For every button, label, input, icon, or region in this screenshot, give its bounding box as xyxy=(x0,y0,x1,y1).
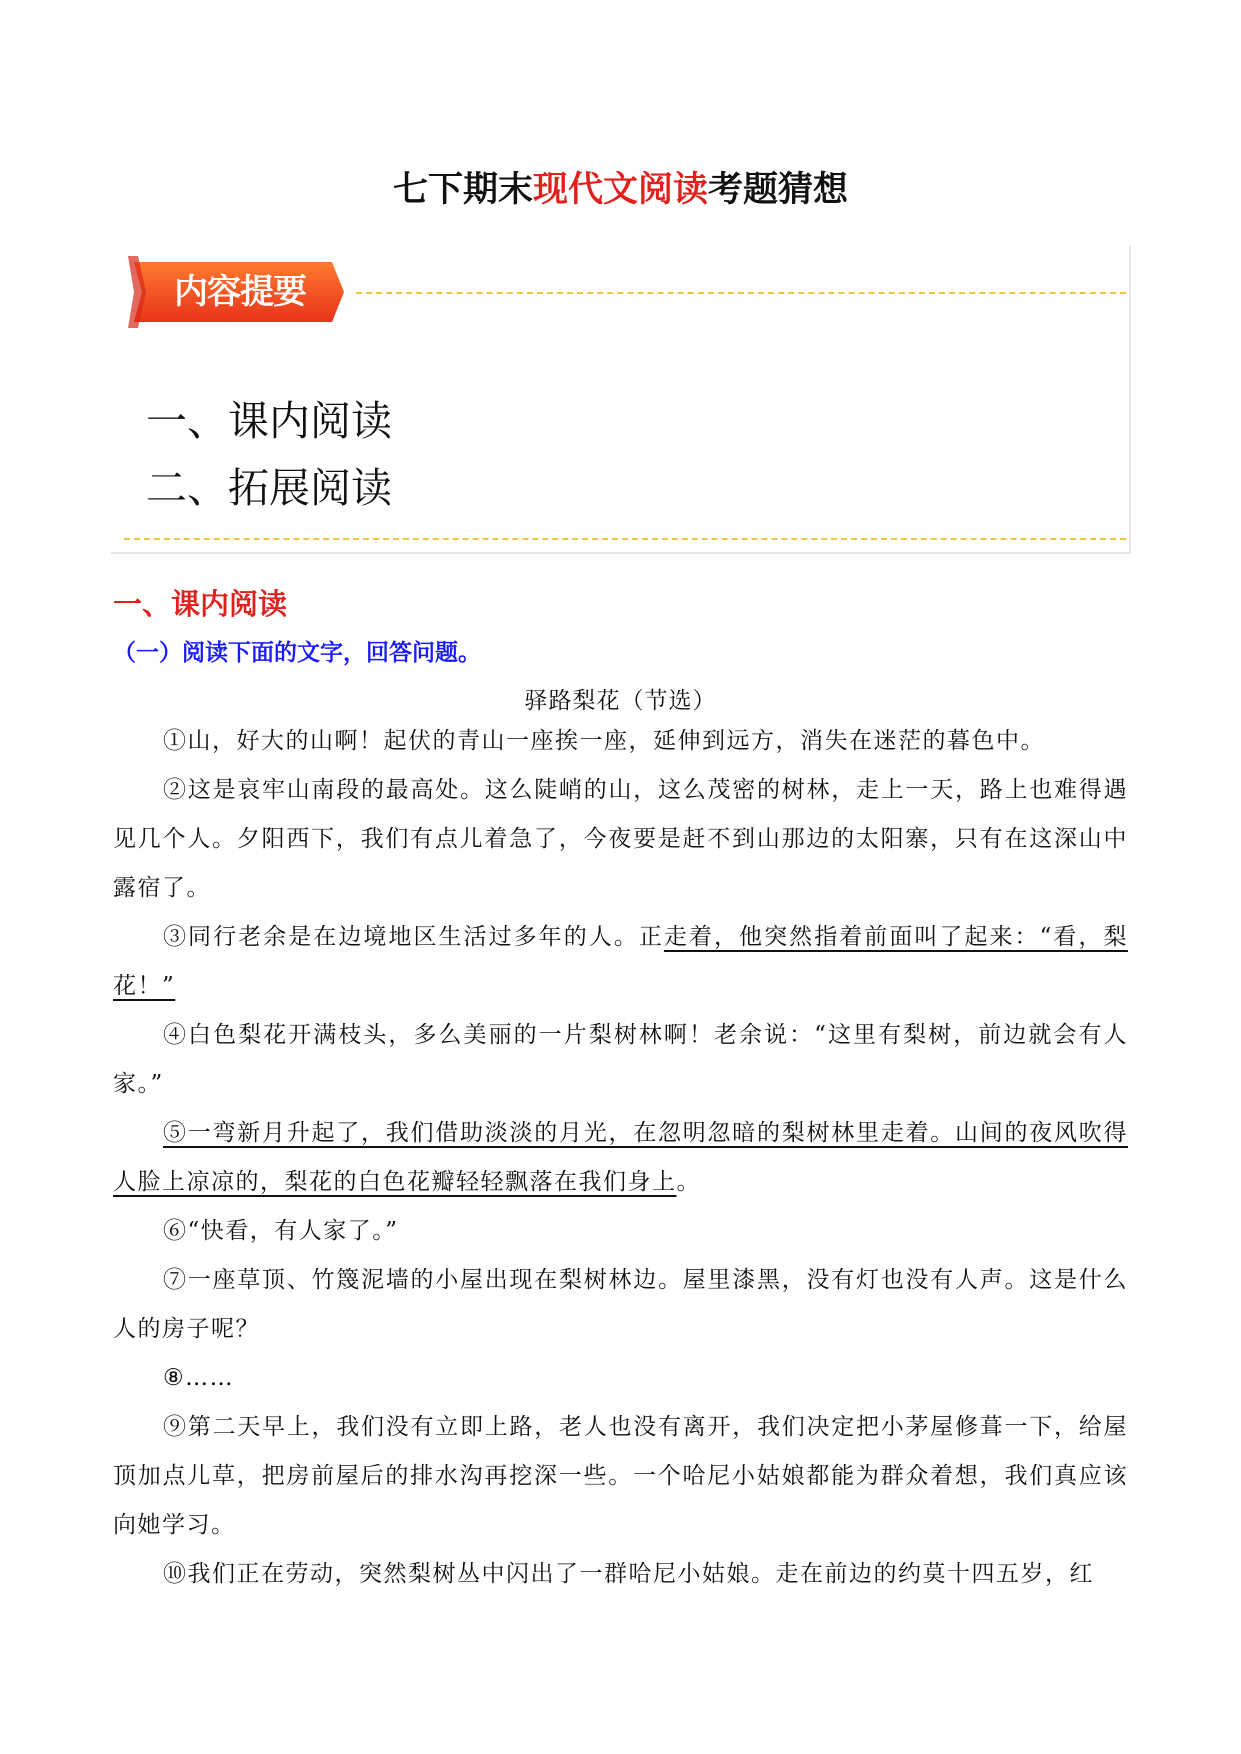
title-part3: 考题猜想 xyxy=(708,170,849,210)
question-instruction: （一）阅读下面的文字，回答问题。 xyxy=(113,640,481,666)
paragraph-1: ①山，好大的山啊！起伏的青山一座挨一座，延伸到远方，消失在迷茫的暮色中。 xyxy=(163,728,1045,754)
summary-banner-label: 内容提要 xyxy=(174,272,306,312)
divider-top xyxy=(356,292,1126,294)
paragraph-10: ⑩我们正在劳动，突然梨树丛中闪出了一群哈尼小姑娘。走在前边的约莫十四五岁，红 xyxy=(163,1561,1094,1587)
paragraph-5-underlined: ⑤一弯新月升起了，我们借助淡淡的月光，在忽明忽暗的梨树林里走着。山间的夜风吹得人脸上凉凉的，梨花的白色花瓣轻轻飘落在我们身上 xyxy=(113,1120,1128,1195)
divider-bottom xyxy=(124,538,1126,540)
paragraph-3-underlined: 走着，他突然指着前面叫了起来：“看，梨花！” xyxy=(113,924,1129,999)
title-highlight: 现代文阅读 xyxy=(532,170,708,210)
paragraph-4: ④白色梨花开满枝头，多么美丽的一片梨树林啊！老余说：“这里有梨树，前边就会有人家。” xyxy=(113,1022,1128,1097)
paragraph-9: ⑨第二天早上，我们没有立即上路，老人也没有离开，我们决定把小茅屋修葺一下，给屋顶加点儿草，把房前屋后的排水沟再挖深一些。一个哈尼小姑娘都能为群众着想，我们真应该向她学习。 xyxy=(113,1414,1128,1538)
section-heading: 一、课内阅读 xyxy=(113,587,288,621)
toc-item-1: 一、课内阅读 xyxy=(146,397,392,445)
title-part1: 七下期末 xyxy=(392,170,533,210)
toc-item-2: 二、拓展阅读 xyxy=(146,464,392,512)
paragraph-3 xyxy=(113,913,1128,1011)
paragraph-2: ②这是哀牢山南段的最高处。这么陡峭的山，这么茂密的树林，走上一天，路上也难得遇见几个人。夕阳西下，我们有点儿着急了，今夜要是赶不到山那边的太阳寨，只有在这深山中露宿了。 xyxy=(113,777,1128,901)
paragraph-6: ⑥“快看，有人家了。” xyxy=(163,1218,399,1244)
paragraph-5 xyxy=(113,1109,1128,1207)
paragraph-8: ⑧…… xyxy=(163,1365,235,1391)
paragraph-3-text: ③同行老余是在边境地区生活过多年的人。正 xyxy=(163,924,664,950)
summary-banner xyxy=(128,256,352,328)
passage-title: 驿路梨花（节选） xyxy=(524,688,717,714)
paragraph-5-end: 。 xyxy=(676,1169,701,1195)
page-title xyxy=(0,162,1241,212)
paragraph-7: ⑦一座草顶、竹篾泥墙的小屋出现在梨树林边。屋里漆黑，没有灯也没有人声。这是什么人的房子呢？ xyxy=(113,1267,1128,1342)
